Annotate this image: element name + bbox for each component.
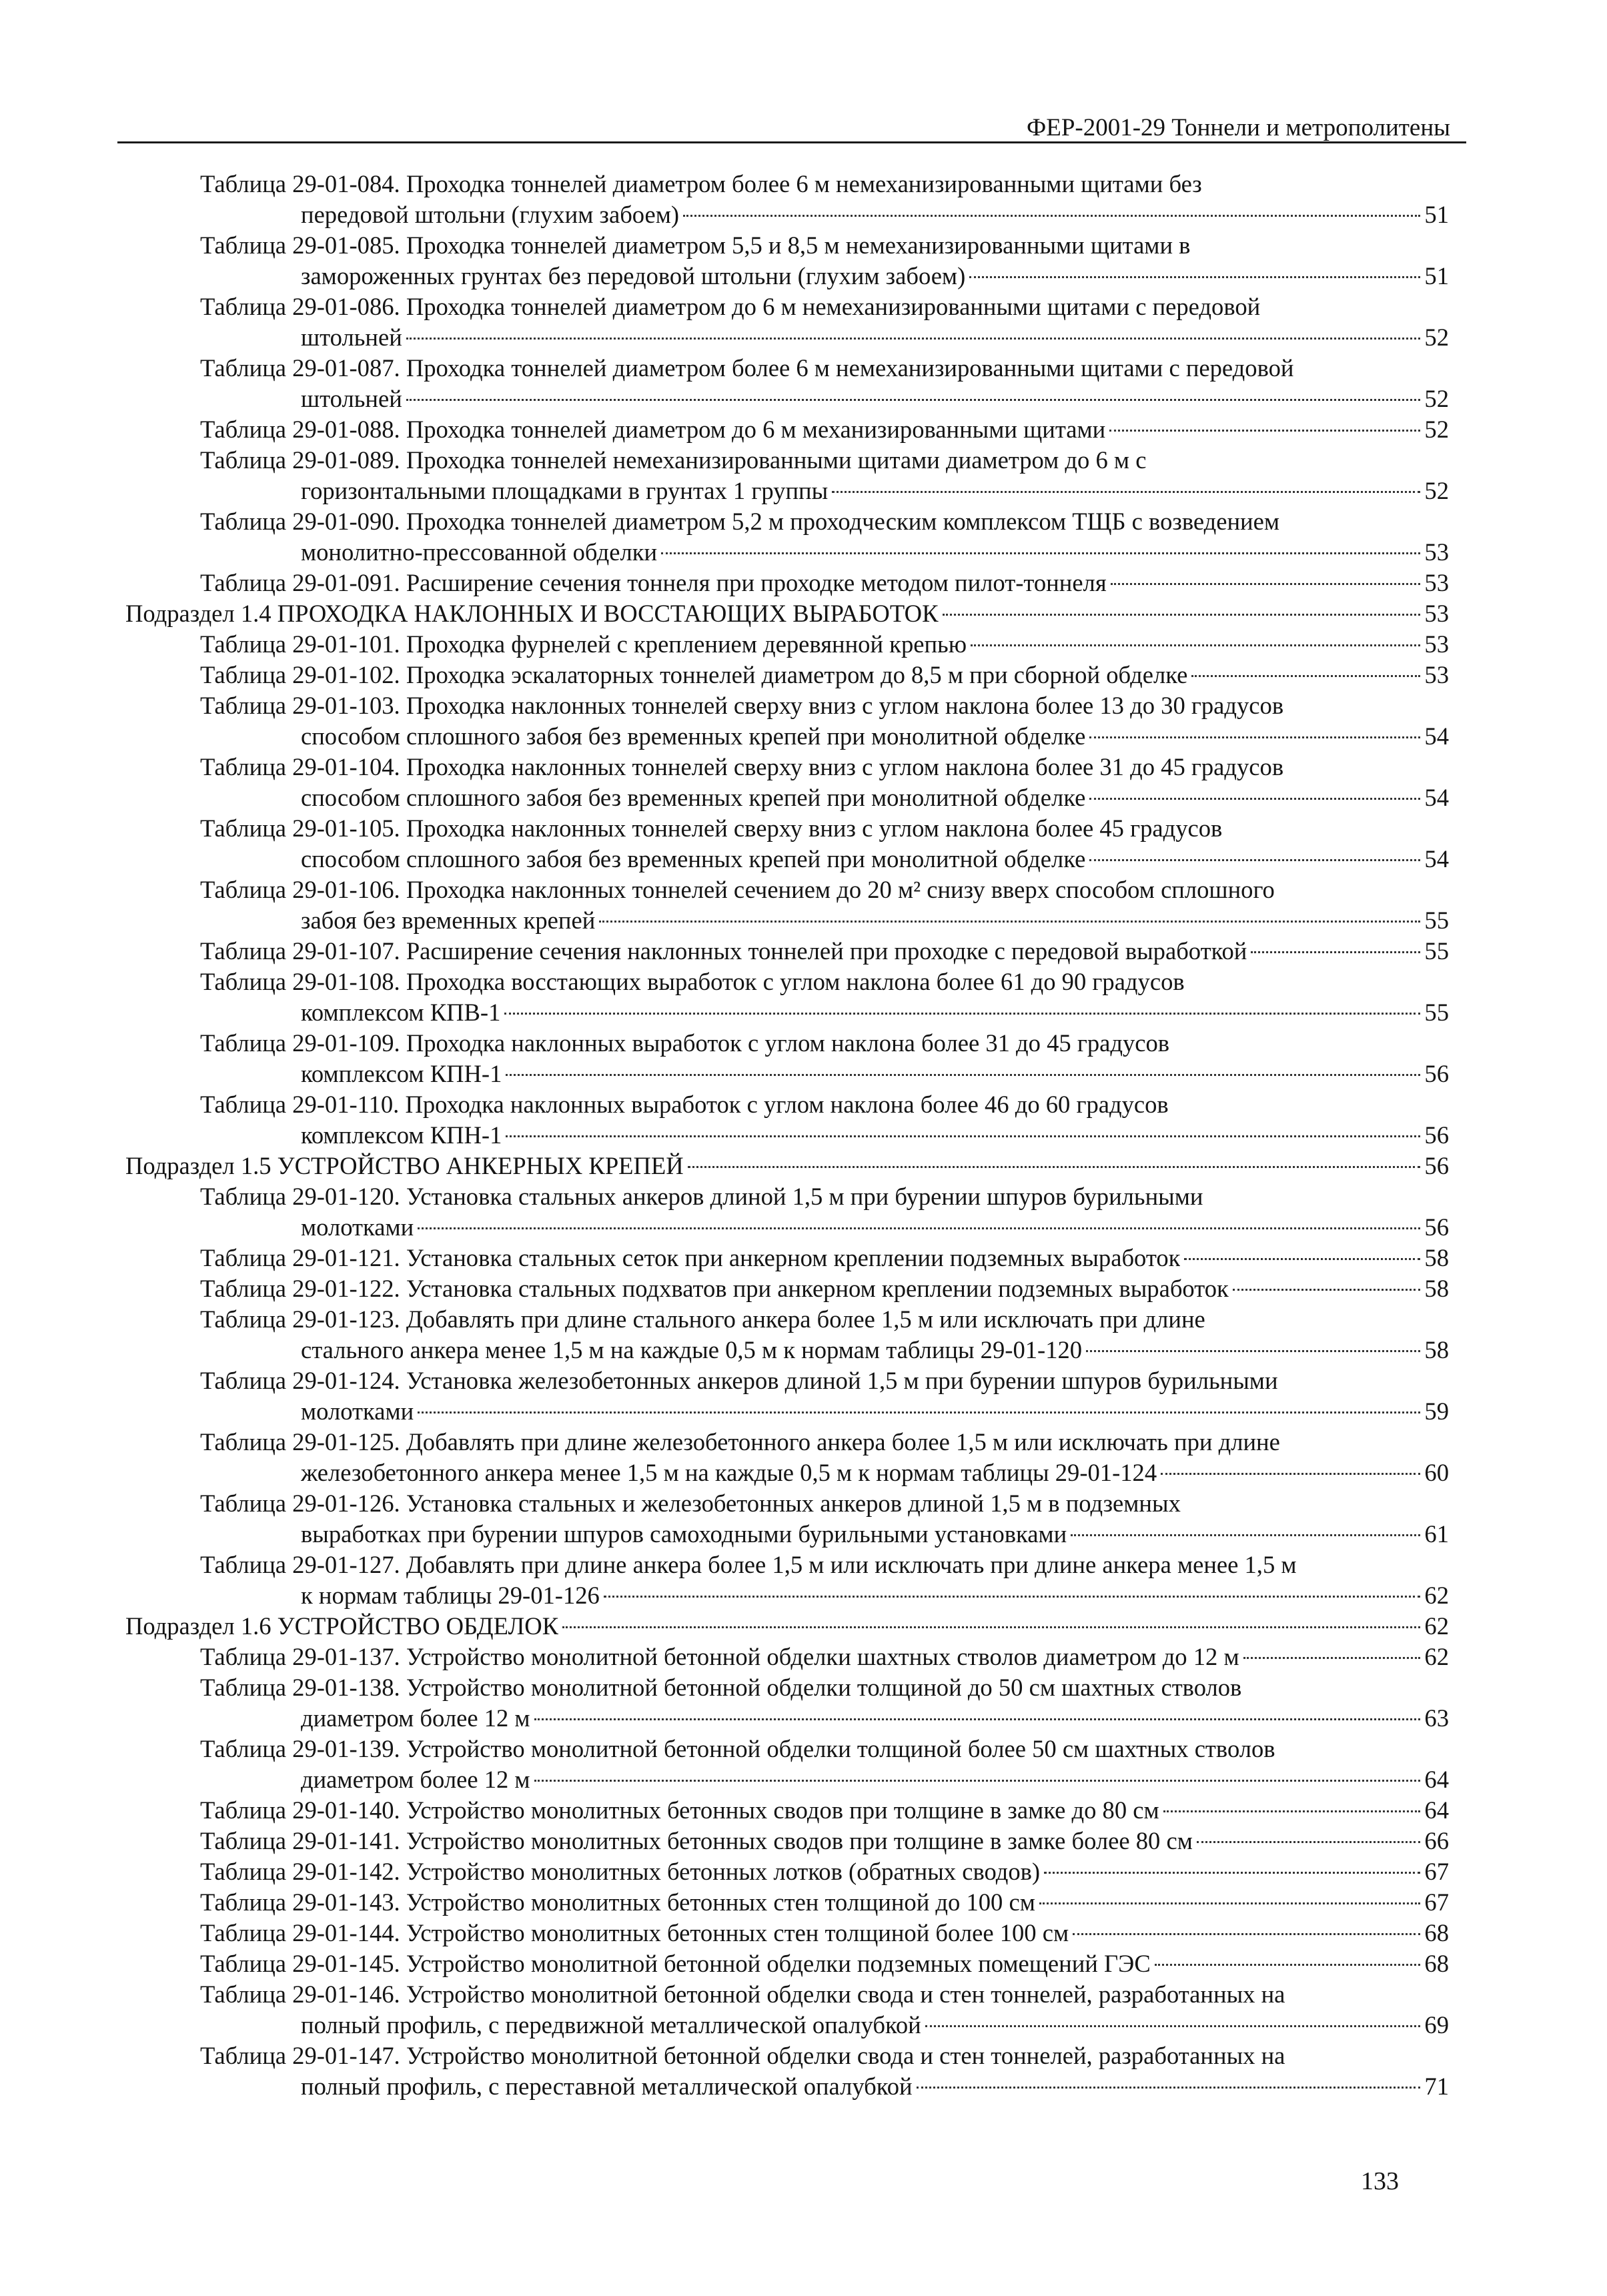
toc-entry-line <box>117 169 1449 199</box>
dot-leader <box>661 552 1420 554</box>
toc-table-entry <box>117 1642 1449 1672</box>
toc-entry-line <box>117 537 1449 568</box>
toc-table-entry <box>117 1273 1449 1304</box>
toc-table-entry <box>117 230 1449 292</box>
toc-entry-text: Таблица 29-01-090. Проходка тоннелей диаметром 5,2 м проходческим комплексом ТЩБ с возведением <box>200 508 1280 535</box>
toc-entry-line <box>117 1611 1449 1642</box>
toc-page-number: 58 <box>1424 1336 1449 1363</box>
toc-entry-text: молотками <box>301 1397 414 1425</box>
toc-entry-text: Таблица 29-01-106. Проходка наклонных тоннелей сечением до 20 м² снизу вверх способом сплошного <box>200 876 1275 903</box>
toc-entry-text: Таблица 29-01-142. Устройство монолитных бетонных лотков (обратных сводов) <box>200 1858 1041 1885</box>
dot-leader <box>971 644 1420 646</box>
toc-page-number: 56 <box>1424 1152 1449 1179</box>
dot-leader <box>506 1135 1420 1137</box>
toc-table-entry <box>117 1826 1449 1856</box>
toc-page-number: 56 <box>1424 1213 1449 1241</box>
toc-page-number: 63 <box>1424 1704 1449 1732</box>
toc-page-number: 71 <box>1424 2073 1449 2100</box>
toc-page-number: 53 <box>1424 630 1449 658</box>
dot-leader <box>1109 430 1420 432</box>
toc-entry-text: Таблица 29-01-124. Установка железобетонных анкеров длиной 1,5 м при бурении шпуров бурильными <box>200 1367 1278 1394</box>
dot-leader <box>534 1780 1421 1782</box>
dot-leader <box>599 921 1420 923</box>
dot-leader <box>1089 859 1420 861</box>
toc-entry-line <box>117 1396 1449 1427</box>
toc-entry-line <box>117 1887 1449 1918</box>
toc-entry-text: стального анкера менее 1,5 м на каждые 0,5 м к нормам таблицы 29-01-120 <box>301 1336 1083 1363</box>
toc-page-number: 62 <box>1424 1612 1449 1640</box>
toc-entry-text: Таблица 29-01-147. Устройство монолитной бетонной обделки свода и стен тоннелей, разработанных на <box>200 2042 1285 2069</box>
toc-page-number: 55 <box>1424 937 1449 965</box>
toc-page-number: 53 <box>1424 569 1449 596</box>
toc-entry-line <box>117 1458 1449 1488</box>
toc-entry-line <box>117 1979 1449 2010</box>
toc-entry-line <box>117 1273 1449 1304</box>
toc-entry-line <box>117 1550 1449 1580</box>
toc-entry-text: Таблица 29-01-127. Добавлять при длине анкера более 1,5 м или исключать при длине анкера менее 1,5 м <box>200 1551 1297 1578</box>
toc-entry-line <box>117 813 1449 844</box>
toc-table-entry <box>117 1948 1449 1979</box>
toc-entry-text: способом сплошного забоя без временных крепей при монолитной обделке <box>301 784 1086 811</box>
toc-entry-line <box>117 1243 1449 1273</box>
toc-entry-line <box>117 230 1449 261</box>
toc-entry-line <box>117 1365 1449 1396</box>
toc-entry-line <box>117 1335 1449 1365</box>
toc-entry-line <box>117 752 1449 782</box>
toc-page-number: 60 <box>1424 1459 1449 1486</box>
toc-entry-line <box>117 721 1449 752</box>
toc-table-entry <box>117 690 1449 752</box>
toc-entry-text: забоя без временных крепей <box>301 907 596 934</box>
toc-page-number: 51 <box>1424 262 1449 290</box>
toc-entry-text: передовой штольни (глухим забоем) <box>301 201 680 228</box>
toc-entry-text: штольней <box>301 385 402 412</box>
toc-entry-line <box>117 292 1449 322</box>
toc-table-entry <box>117 1979 1449 2041</box>
toc-entry-text: Таблица 29-01-141. Устройство монолитных бетонных сводов при толщине в замке более 80 см <box>200 1827 1193 1854</box>
toc-entry-line <box>117 1764 1449 1795</box>
toc-entry-line <box>117 1304 1449 1335</box>
toc-entry-line <box>117 1519 1449 1550</box>
toc-table-entry <box>117 1550 1449 1611</box>
dot-leader <box>1251 951 1420 953</box>
toc-table-entry <box>117 1243 1449 1273</box>
toc-page-number: 58 <box>1424 1275 1449 1302</box>
toc-entry-text: Таблица 29-01-105. Проходка наклонных тоннелей сверху вниз с углом наклона более 45 градусов <box>200 814 1223 842</box>
toc-entry-line <box>117 598 1449 629</box>
dot-leader <box>1233 1289 1421 1291</box>
toc-entry-line <box>117 1672 1449 1703</box>
dot-leader <box>1086 1350 1420 1352</box>
toc-page-number: 52 <box>1424 385 1449 412</box>
toc-entry-text: железобетонного анкера менее 1,5 м на каждые 0,5 м к нормам таблицы 29-01-124 <box>301 1459 1157 1486</box>
toc-page-number: 55 <box>1424 999 1449 1026</box>
toc-entry-text: Таблица 29-01-101. Проходка фурнелей с креплением деревянной крепью <box>200 630 967 658</box>
toc-table-entry <box>117 1304 1449 1365</box>
toc-entry-line <box>117 1028 1449 1059</box>
toc-entry-text: Таблица 29-01-084. Проходка тоннелей диаметром более 6 м немеханизированными щитами без <box>200 170 1202 197</box>
toc-entry-text: Подраздел 1.6 УСТРОЙСТВО ОБДЕЛОК <box>125 1612 559 1640</box>
toc-table-entry <box>117 752 1449 813</box>
toc-entry-text: Таблица 29-01-087. Проходка тоннелей диаметром более 6 м немеханизированными щитами с передовой <box>200 354 1294 382</box>
toc-entry-text: Таблица 29-01-109. Проходка наклонных выработок с углом наклона более 31 до 45 градусов <box>200 1029 1170 1057</box>
toc-entry-line <box>117 1795 1449 1826</box>
toc-entry-line <box>117 1734 1449 1764</box>
toc-entry-text: комплексом КПН-1 <box>301 1121 502 1149</box>
dot-leader <box>1163 1810 1421 1812</box>
toc-entry-text: Таблица 29-01-122. Установка стальных подхватов при анкерном креплении подземных выработок <box>200 1275 1229 1302</box>
document-title: ФЕР-2001-29 Тоннели и метрополитены <box>1027 114 1450 141</box>
toc-entry-text: Таблица 29-01-108. Проходка восстающих выработок с углом наклона более 61 до 90 градусов <box>200 968 1185 995</box>
toc-entry-text: полный профиль, с передвижной металлической опалубкой <box>301 2011 921 2039</box>
toc-entry-line <box>117 476 1449 506</box>
toc-entry-line <box>117 2041 1449 2071</box>
toc-entry-text: монолитно-прессованной обделки <box>301 538 658 566</box>
toc-entry-text: Подраздел 1.5 УСТРОЙСТВО АНКЕРНЫХ КРЕПЕЙ <box>125 1152 684 1179</box>
toc-page-number: 51 <box>1424 201 1449 228</box>
toc-entry-text: Таблица 29-01-104. Проходка наклонных тоннелей сверху вниз с углом наклона более 31 до 45 градусов <box>200 753 1284 780</box>
toc-page-number: 56 <box>1424 1060 1449 1087</box>
toc-section-entry <box>117 1151 1449 1181</box>
toc-table-entry <box>117 1488 1449 1550</box>
toc-entry-text: Таблица 29-01-126. Установка стальных и железобетонных анкеров длиной 1,5 м в подземных <box>200 1490 1181 1517</box>
toc-entry-line <box>117 1151 1449 1181</box>
toc-entry-text: Таблица 29-01-089. Проходка тоннелей немеханизированными щитами диаметром до 6 м с <box>200 446 1147 474</box>
toc-entry-line <box>117 1856 1449 1887</box>
toc-entry-text: Таблица 29-01-085. Проходка тоннелей диаметром 5,5 и 8,5 м немеханизированными щитами в <box>200 231 1191 259</box>
toc-entry-text: диаметром более 12 м <box>301 1766 530 1793</box>
toc-entry-line <box>117 1089 1449 1120</box>
dot-leader <box>1243 1657 1421 1659</box>
dot-leader <box>688 1166 1421 1168</box>
toc-entry-line <box>117 782 1449 813</box>
dot-leader <box>504 1013 1420 1015</box>
toc-table-entry <box>117 660 1449 690</box>
toc-table-entry <box>117 1795 1449 1826</box>
toc-entry-line <box>117 1059 1449 1089</box>
toc-entry-text: Таблица 29-01-138. Устройство монолитной бетонной обделки толщиной до 50 см шахтных стволов <box>200 1674 1242 1701</box>
toc-page-number: 53 <box>1424 661 1449 688</box>
toc-entry-line <box>117 414 1449 445</box>
toc-entry-text: комплексом КПН-1 <box>301 1060 502 1087</box>
toc-page-number: 54 <box>1424 722 1449 750</box>
dot-leader <box>1197 1841 1421 1843</box>
toc-entry-text: Таблица 29-01-125. Добавлять при длине железобетонного анкера более 1,5 м или исключать при длине <box>200 1428 1280 1456</box>
toc-table-entry <box>117 2041 1449 2102</box>
toc-entry-text: Таблица 29-01-120. Установка стальных анкеров длиной 1,5 м при бурении шпуров бурильными <box>200 1183 1203 1210</box>
toc-entry-line <box>117 629 1449 660</box>
running-header <box>117 115 1466 143</box>
toc-page-number: 54 <box>1424 784 1449 811</box>
toc-table-entry <box>117 1856 1449 1887</box>
toc-entry-text: Таблица 29-01-145. Устройство монолитной бетонной обделки подземных помещений ГЭС <box>200 1950 1151 1977</box>
toc-entry-text: Таблица 29-01-091. Расширение сечения тоннеля при проходке методом пилот-тоннеля <box>200 569 1107 596</box>
page-number: 133 <box>1361 2167 1399 2195</box>
toc-entry-line <box>117 1703 1449 1734</box>
toc-page-number: 62 <box>1424 1582 1449 1609</box>
toc-page-number: 62 <box>1424 1643 1449 1670</box>
toc-table-entry <box>117 1672 1449 1734</box>
table-of-contents <box>117 169 1449 2102</box>
toc-entry-line <box>117 844 1449 875</box>
toc-entry-text: Таблица 29-01-139. Устройство монолитной бетонной обделки толщиной более 50 см шахтных стволов <box>200 1735 1275 1762</box>
toc-table-entry <box>117 445 1449 506</box>
toc-table-entry <box>117 1181 1449 1243</box>
toc-page-number: 64 <box>1424 1766 1449 1793</box>
toc-entry-line <box>117 1948 1449 1979</box>
dot-leader <box>969 276 1420 278</box>
toc-table-entry <box>117 875 1449 936</box>
toc-entry-line <box>117 1488 1449 1519</box>
dot-leader <box>506 1074 1420 1076</box>
dot-leader <box>1073 1933 1420 1935</box>
toc-table-entry <box>117 1365 1449 1427</box>
dot-leader <box>943 614 1421 616</box>
toc-table-entry <box>117 936 1449 967</box>
toc-page-number: 52 <box>1424 477 1449 504</box>
toc-page-number: 68 <box>1424 1919 1449 1946</box>
toc-page-number: 68 <box>1424 1950 1449 1977</box>
toc-page-number: 67 <box>1424 1888 1449 1916</box>
toc-table-entry <box>117 169 1449 230</box>
toc-table-entry <box>117 1427 1449 1488</box>
dot-leader <box>1044 1872 1420 1874</box>
toc-page-number: 64 <box>1424 1796 1449 1824</box>
toc-table-entry <box>117 1887 1449 1918</box>
toc-entry-line <box>117 568 1449 598</box>
toc-entry-line <box>117 353 1449 384</box>
toc-page-number: 69 <box>1424 2011 1449 2039</box>
toc-entry-text: Таблица 29-01-137. Устройство монолитной бетонной обделки шахтных стволов диаметром до 12 м <box>200 1643 1239 1670</box>
toc-entry-line <box>117 1580 1449 1611</box>
toc-entry-text: комплексом КПВ-1 <box>301 999 501 1026</box>
toc-entry-text: Таблица 29-01-144. Устройство монолитных бетонных стен толщиной более 100 см <box>200 1919 1069 1946</box>
toc-entry-text: Таблица 29-01-088. Проходка тоннелей диаметром до 6 м механизированными щитами <box>200 416 1106 443</box>
dot-leader <box>683 215 1420 217</box>
toc-table-entry <box>117 414 1449 445</box>
toc-entry-text: Таблица 29-01-102. Проходка эскалаторных тоннелей диаметром до 8,5 м при сборной обделке <box>200 661 1188 688</box>
toc-page-number: 59 <box>1424 1397 1449 1425</box>
dot-leader <box>1161 1473 1420 1475</box>
dot-leader <box>562 1626 1420 1628</box>
toc-entry-line <box>117 936 1449 967</box>
dot-leader <box>917 2087 1421 2089</box>
toc-page-number: 53 <box>1424 600 1449 627</box>
toc-entry-line <box>117 506 1449 537</box>
toc-entry-line <box>117 1181 1449 1212</box>
toc-page-number: 56 <box>1424 1121 1449 1149</box>
toc-entry-line <box>117 445 1449 476</box>
toc-table-entry <box>117 568 1449 598</box>
toc-page-number: 54 <box>1424 845 1449 873</box>
toc-entry-text: Таблица 29-01-123. Добавлять при длине стального анкера более 1,5 м или исключать при длине <box>200 1305 1205 1333</box>
toc-entry-text: штольней <box>301 324 402 351</box>
toc-entry-line <box>117 660 1449 690</box>
toc-table-entry <box>117 1089 1449 1151</box>
dot-leader <box>1089 798 1420 800</box>
toc-entry-line <box>117 199 1449 230</box>
toc-entry-text: полный профиль, с переставной металлической опалубкой <box>301 2073 913 2100</box>
toc-section-entry <box>117 1611 1449 1642</box>
dot-leader <box>418 1411 1420 1413</box>
toc-entry-text: способом сплошного забоя без временных крепей при монолитной обделке <box>301 722 1086 750</box>
toc-entry-text: диаметром более 12 м <box>301 1704 530 1732</box>
dot-leader <box>406 338 1421 340</box>
toc-entry-line <box>117 2071 1449 2102</box>
toc-entry-text: Таблица 29-01-140. Устройство монолитных бетонных сводов при толщине в замке до 80 см <box>200 1796 1159 1824</box>
toc-page-number: 61 <box>1424 1520 1449 1548</box>
toc-entry-text: Таблица 29-01-110. Проходка наклонных выработок с углом наклона более 46 до 60 градусов <box>200 1091 1169 1118</box>
toc-entry-text: Таблица 29-01-146. Устройство монолитной бетонной обделки свода и стен тоннелей, разработанных на <box>200 1980 1285 2008</box>
toc-entry-text: Таблица 29-01-086. Проходка тоннелей диаметром до 6 м немеханизированными щитами с передовой <box>200 293 1261 320</box>
toc-entry-text: выработках при бурении шпуров самоходными бурильными установками <box>301 1520 1067 1548</box>
dot-leader <box>1089 736 1420 738</box>
toc-entry-line <box>117 322 1449 353</box>
dot-leader <box>1071 1534 1420 1536</box>
toc-entry-line <box>117 690 1449 721</box>
toc-entry-text: Подраздел 1.4 ПРОХОДКА НАКЛОННЫХ И ВОССТАЮЩИХ ВЫРАБОТОК <box>125 600 939 627</box>
toc-table-entry <box>117 1028 1449 1089</box>
toc-entry-text: молотками <box>301 1213 414 1241</box>
toc-table-entry <box>117 292 1449 353</box>
toc-entry-line <box>117 1120 1449 1151</box>
toc-entry-text: способом сплошного забоя без временных крепей при монолитной обделке <box>301 845 1086 873</box>
toc-page-number: 67 <box>1424 1858 1449 1885</box>
dot-leader <box>1191 675 1420 677</box>
toc-entry-line <box>117 997 1449 1028</box>
toc-table-entry <box>117 1918 1449 1948</box>
toc-entry-text: Таблица 29-01-143. Устройство монолитных бетонных стен толщиной до 100 см <box>200 1888 1035 1916</box>
dot-leader <box>832 491 1420 493</box>
toc-page-number: 55 <box>1424 907 1449 934</box>
toc-table-entry <box>117 629 1449 660</box>
toc-section-entry <box>117 598 1449 629</box>
dot-leader <box>1184 1258 1420 1260</box>
toc-entry-text: Таблица 29-01-121. Установка стальных сеток при анкерном креплении подземных выработок <box>200 1244 1181 1271</box>
dot-leader <box>534 1718 1421 1720</box>
toc-entry-text: к нормам таблицы 29-01-126 <box>301 1582 600 1609</box>
dot-leader <box>1155 1964 1421 1966</box>
toc-entry-line <box>117 2010 1449 2041</box>
toc-page-number: 52 <box>1424 324 1449 351</box>
toc-table-entry <box>117 813 1449 875</box>
toc-entry-line <box>117 875 1449 905</box>
toc-table-entry <box>117 967 1449 1028</box>
toc-page-number: 53 <box>1424 538 1449 566</box>
toc-entry-text: Таблица 29-01-107. Расширение сечения наклонных тоннелей при проходке с передовой выработкой <box>200 937 1247 965</box>
toc-entry-line <box>117 1918 1449 1948</box>
toc-table-entry <box>117 1734 1449 1795</box>
toc-entry-line <box>117 1212 1449 1243</box>
toc-page-number: 52 <box>1424 416 1449 443</box>
toc-entry-text: горизонтальными площадками в грунтах 1 группы <box>301 477 829 504</box>
toc-page-number: 66 <box>1424 1827 1449 1854</box>
toc-entry-line <box>117 967 1449 997</box>
toc-entry-line <box>117 905 1449 936</box>
toc-entry-line <box>117 384 1449 414</box>
toc-page-number: 58 <box>1424 1244 1449 1271</box>
toc-entry-text: Таблица 29-01-103. Проходка наклонных тоннелей сверху вниз с углом наклона более 13 до 30 градусов <box>200 692 1284 719</box>
dot-leader <box>418 1227 1420 1229</box>
dot-leader <box>604 1596 1421 1598</box>
toc-entry-text: замороженных грунтах без передовой штольни (глухим забоем) <box>301 262 966 290</box>
toc-entry-line <box>117 261 1449 292</box>
toc-entry-line <box>117 1642 1449 1672</box>
toc-table-entry <box>117 353 1449 414</box>
dot-leader <box>406 399 1421 401</box>
dot-leader <box>925 2025 1421 2027</box>
toc-table-entry <box>117 506 1449 568</box>
dot-leader <box>1039 1902 1421 1904</box>
toc-entry-line <box>117 1427 1449 1458</box>
toc-entry-line <box>117 1826 1449 1856</box>
dot-leader <box>1111 583 1421 585</box>
